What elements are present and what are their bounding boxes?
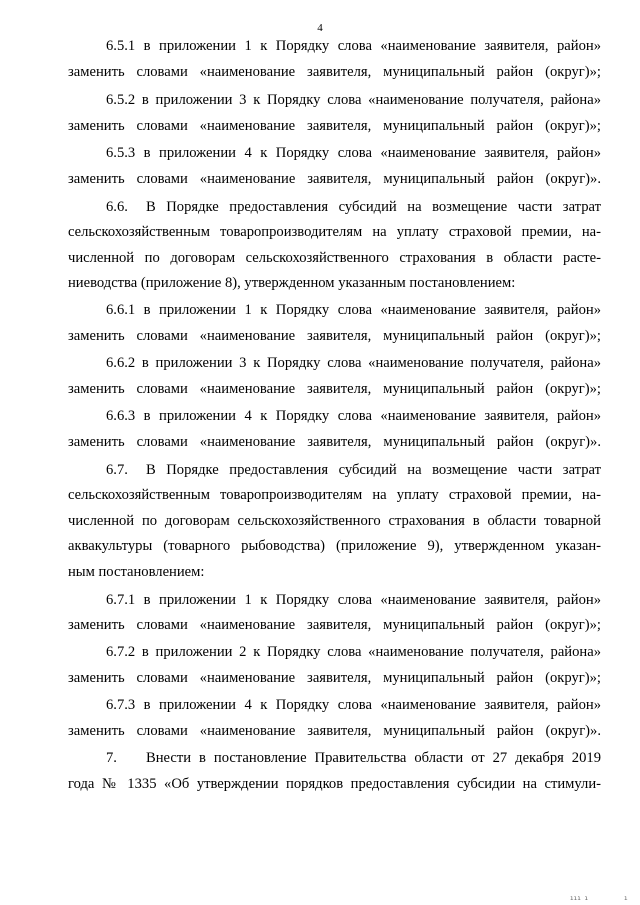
item-6-7-number: 6.7. [106, 462, 128, 478]
item-6-7-line-3: численной по договорам сельскохозяйственного страхования в области товарной [68, 513, 601, 529]
item-6-6-3-line-1: 6.6.3 в приложении 4 к Порядку слова «наименование заявителя, район» [106, 408, 601, 424]
item-7-line-1: Внести в постановление Правительства области от 27 декабря 2019 [146, 750, 601, 766]
item-6-7-line-2: сельскохозяйственным товаропроизводителям на уплату страховой премии, на- [68, 487, 601, 503]
item-6-7-3-line-1: 6.7.3 в приложении 4 к Порядку слова «наименование заявителя, район» [106, 697, 601, 713]
item-6-6-1-line-2: заменить словами «наименование заявителя, муниципальный район (округ)»; [68, 328, 601, 344]
item-6-7-line-4: аквакультуры (товарного рыбоводства) (приложение 9), утвержденном указан- [68, 538, 601, 554]
item-6-5-1-line-2: заменить словами «наименование заявителя, муниципальный район (округ)»; [68, 64, 601, 80]
item-6-7-1-line-2: заменить словами «наименование заявителя, муниципальный район (округ)»; [68, 617, 601, 633]
item-6-7-2-line-1: 6.7.2 в приложении 2 к Порядку слова «наименование получателя, района» [106, 644, 601, 660]
item-6-6-2-line-1: 6.6.2 в приложении 3 к Порядку слова «наименование получателя, района» [106, 355, 601, 371]
item-6-5-2-line-2: заменить словами «наименование заявителя, муниципальный район (округ)»; [68, 118, 601, 134]
item-6-6-3-line-2: заменить словами «наименование заявителя, муниципальный район (округ)». [68, 434, 601, 450]
item-6-6-line-1: В Порядке предоставления субсидий на возмещение части затрат [146, 199, 601, 215]
page-number: 4 [317, 22, 323, 34]
item-6-6-1-line-1: 6.6.1 в приложении 1 к Порядку слова «наименование заявителя, район» [106, 302, 601, 318]
item-6-6-line-2: сельскохозяйственным товаропроизводителям на уплату страховой премии, на- [68, 224, 601, 240]
scan-mark-edge: ı [624, 895, 628, 902]
item-6-7-line-1: В Порядке предоставления субсидий на возмещение части затрат [146, 462, 601, 478]
item-6-6-number: 6.6. [106, 199, 128, 215]
item-6-5-3-line-1: 6.5.3 в приложении 4 к Порядку слова «наименование заявителя, район» [106, 145, 601, 161]
item-6-6-line-3: численной по договорам сельскохозяйственного страхования в области расте- [68, 250, 601, 266]
item-7-number: 7. [106, 750, 117, 766]
item-6-6-2-line-2: заменить словами «наименование заявителя, муниципальный район (округ)»; [68, 381, 601, 397]
item-6-7-3-line-2: заменить словами «наименование заявителя, муниципальный район (округ)». [68, 723, 601, 739]
scan-mark: ııı ı [570, 895, 589, 902]
item-6-5-1-line-1: 6.5.1 в приложении 1 к Порядку слова «наименование заявителя, район» [106, 38, 601, 54]
item-6-7-first-line [106, 460, 601, 480]
item-7-first-line [106, 748, 601, 768]
item-6-7-line-5: ным постановлением: [68, 564, 205, 580]
item-6-6-line-4: ниеводства (приложение 8), утвержденном указанным постановлением: [68, 275, 516, 291]
item-6-5-3-line-2: заменить словами «наименование заявителя, муниципальный район (округ)». [68, 171, 601, 187]
item-6-6-first-line [106, 197, 601, 217]
item-6-5-2-line-1: 6.5.2 в приложении 3 к Порядку слова «наименование получателя, района» [106, 92, 601, 108]
item-6-7-2-line-2: заменить словами «наименование заявителя, муниципальный район (округ)»; [68, 670, 601, 686]
item-7-line-2: года № 1335 «Об утверждении порядков предоставления субсидии на стимули- [68, 776, 601, 792]
item-6-7-1-line-1: 6.7.1 в приложении 1 к Порядку слова «наименование заявителя, район» [106, 592, 601, 608]
